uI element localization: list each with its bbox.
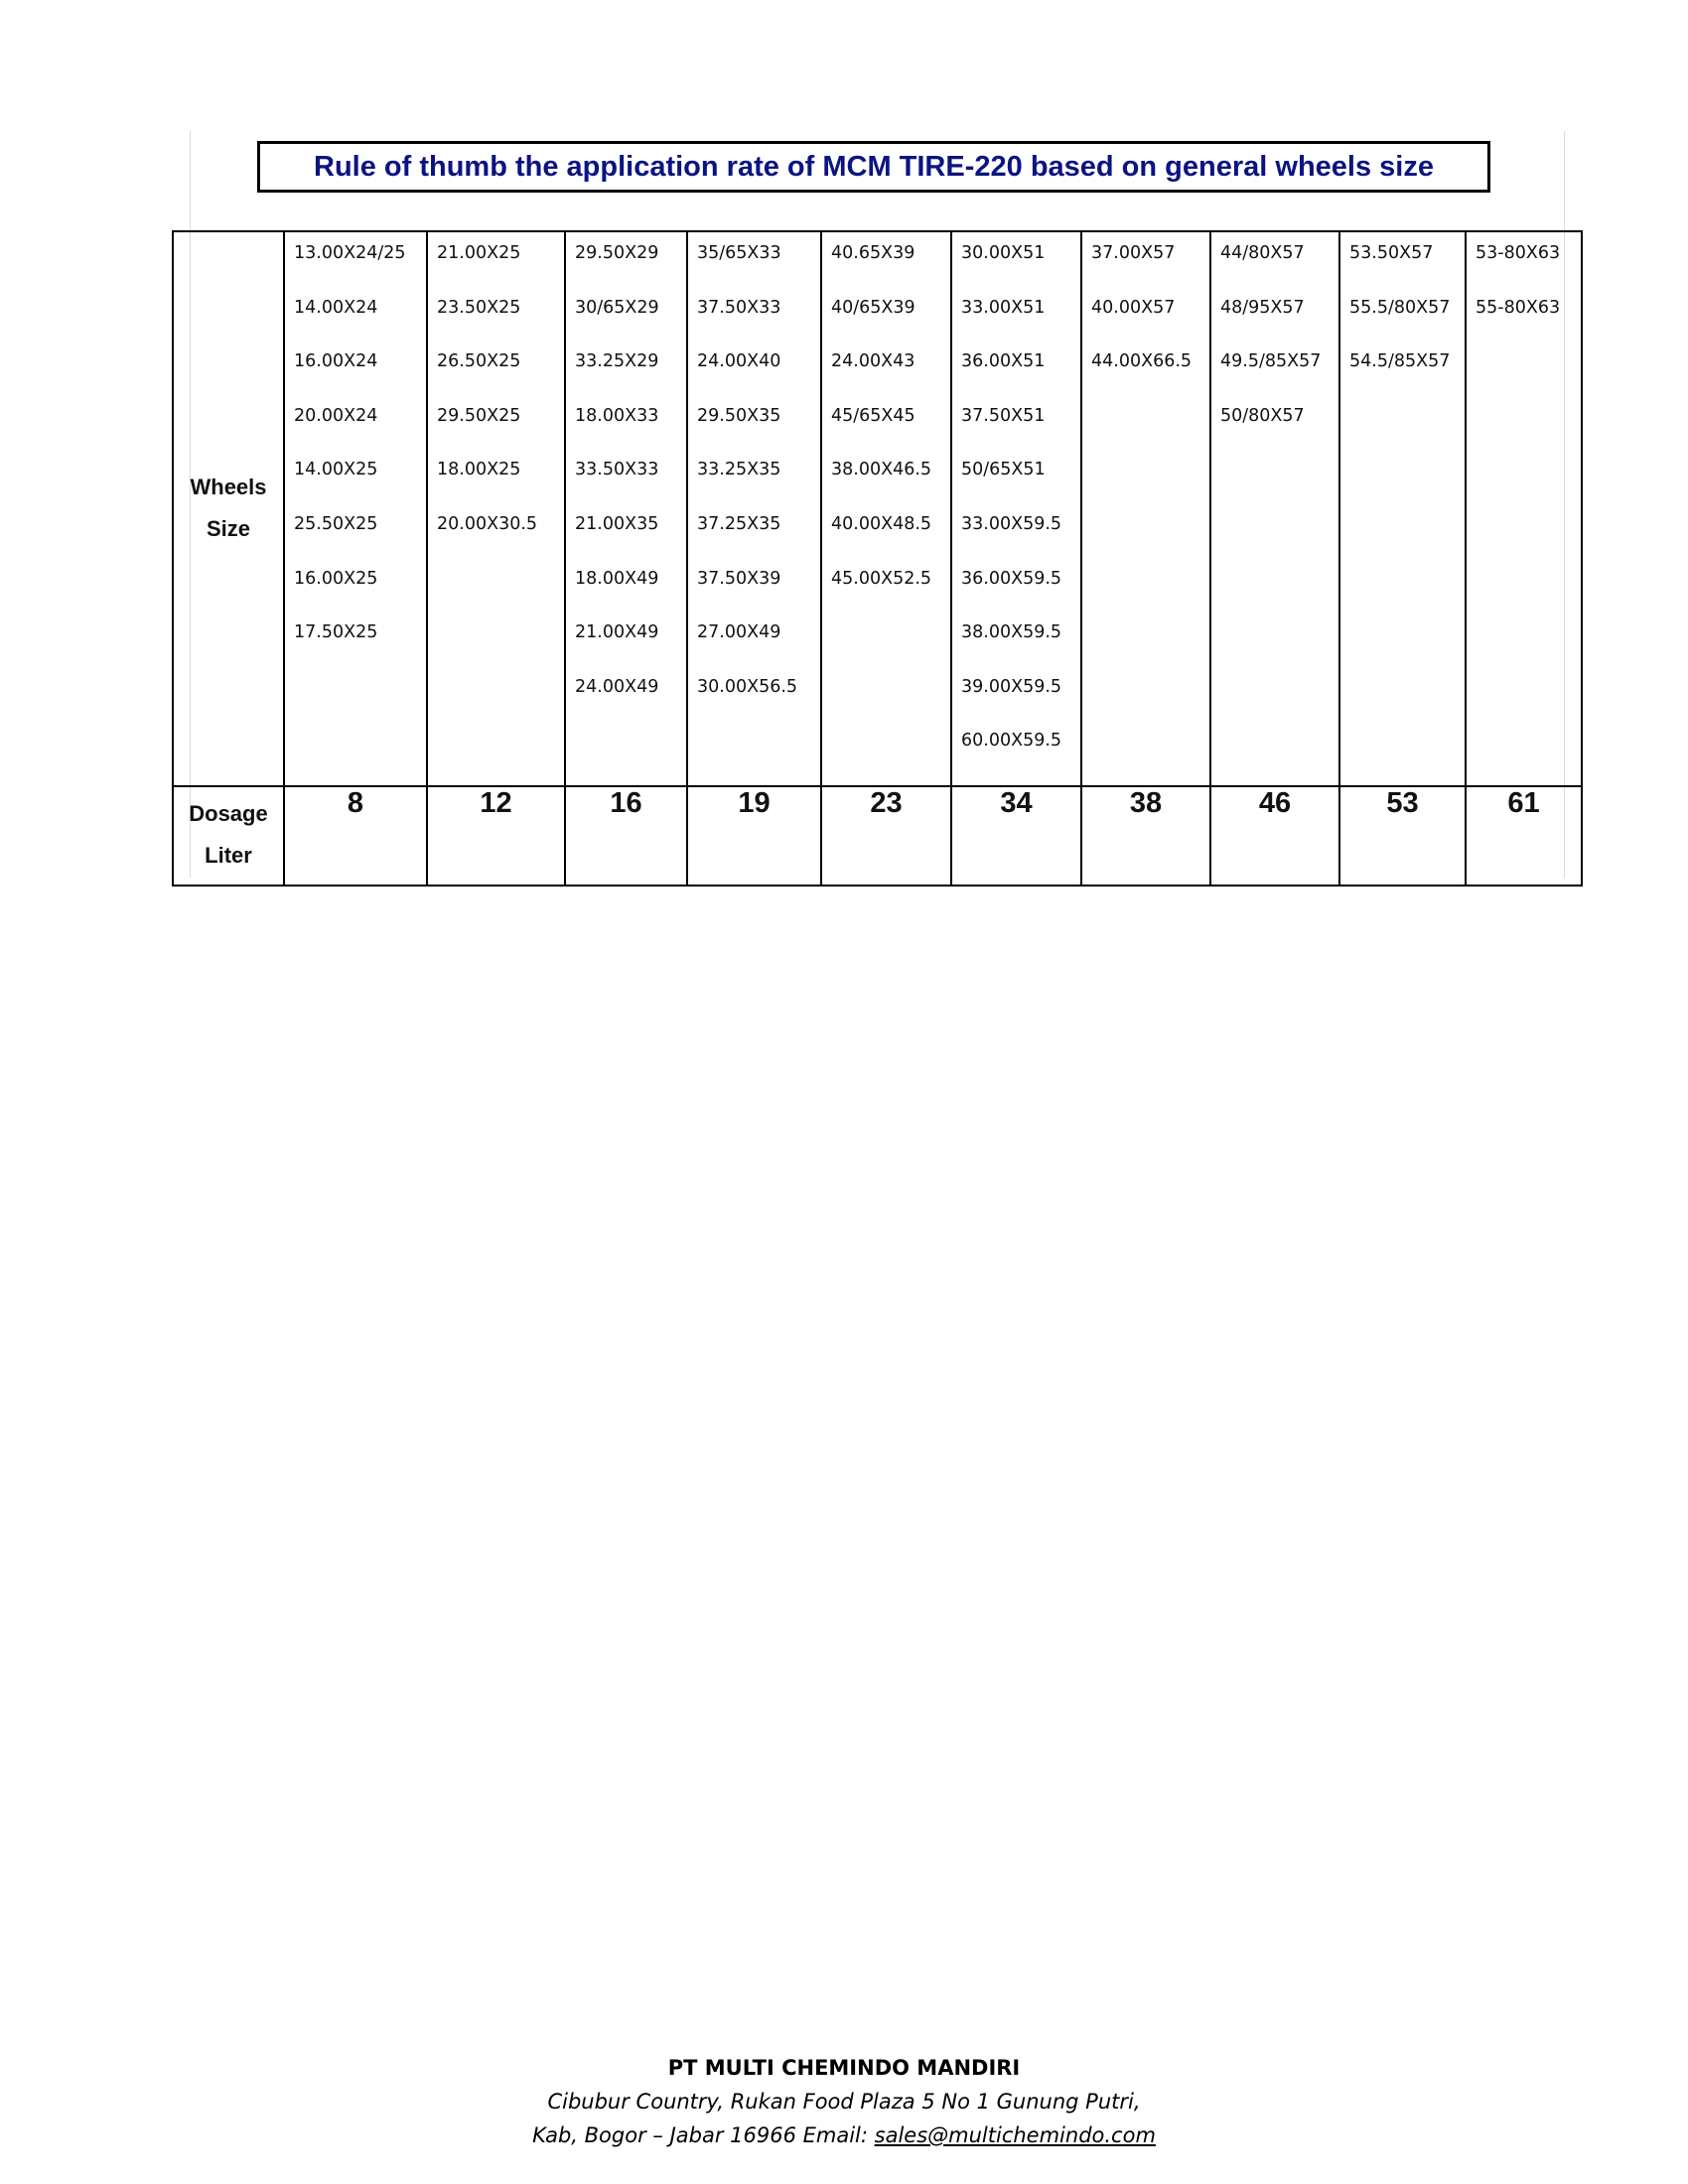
dosage-value: 53	[1339, 786, 1466, 886]
wheel-size-item: 21.00X49	[575, 622, 659, 643]
dosage-value: 61	[1466, 786, 1582, 886]
wheel-size-item: 37.00X57	[1091, 243, 1176, 263]
wheels-size-row	[173, 231, 1582, 786]
dosage-value: 38	[1081, 786, 1210, 886]
dosage-value: 16	[565, 786, 687, 886]
sizes-cell-col-10	[1466, 231, 1582, 786]
wheel-size-item: 37.50X39	[697, 568, 781, 589]
dosage-value: 19	[687, 786, 821, 886]
wheel-size-item: 24.00X43	[831, 351, 915, 372]
sizes-cell-col-8	[1210, 231, 1339, 786]
dosage-value: 46	[1210, 786, 1339, 886]
address-line-2	[0, 2118, 1688, 2152]
wheel-size-item: 24.00X40	[697, 351, 781, 372]
wheel-size-item: 40/65X39	[831, 297, 915, 318]
title-box	[257, 141, 1490, 193]
wheel-size-item: 37.50X33	[697, 297, 781, 318]
sizes-cell-col-4	[687, 231, 821, 786]
wheel-size-item: 33.25X29	[575, 351, 659, 372]
wheel-size-item: 35/65X33	[697, 243, 781, 263]
sizes-cell-col-1	[284, 231, 427, 786]
wheel-size-item: 18.00X49	[575, 568, 659, 589]
wheel-size-item: 50/65X51	[961, 460, 1046, 480]
wheel-size-item: 44/80X57	[1220, 243, 1305, 263]
wheel-size-item: 33.50X33	[575, 460, 659, 480]
wheel-size-item: 16.00X25	[294, 568, 378, 589]
wheel-size-item: 21.00X25	[437, 243, 521, 263]
wheel-size-item: 40.00X48.5	[831, 513, 932, 534]
wheel-size-item: 23.50X25	[437, 297, 521, 318]
wheel-size-item: 40.00X57	[1091, 297, 1176, 318]
wheel-size-item: 60.00X59.5	[961, 731, 1062, 751]
wheel-size-item: 29.50X25	[437, 405, 521, 426]
size-label: Size	[206, 516, 251, 542]
wheel-size-item: 21.00X35	[575, 513, 659, 534]
dosage-row	[173, 786, 1582, 886]
footer	[0, 2051, 1688, 2152]
wheel-size-item: 20.00X30.5	[437, 513, 538, 534]
wheel-size-item: 45/65X45	[831, 405, 915, 426]
wheel-size-item: 40.65X39	[831, 243, 915, 263]
wheel-size-item: 33.00X51	[961, 297, 1046, 318]
sizes-cell-col-2	[427, 231, 565, 786]
wheel-size-item: 38.00X59.5	[961, 622, 1062, 643]
wheel-size-item: 17.50X25	[294, 622, 378, 643]
wheel-size-item: 29.50X29	[575, 243, 659, 263]
wheel-size-item: 48/95X57	[1220, 297, 1305, 318]
wheel-size-item: 30.00X56.5	[697, 676, 798, 697]
wheel-size-item: 54.5/85X57	[1349, 351, 1451, 372]
wheel-size-item: 55.5/80X57	[1349, 297, 1451, 318]
sizes-cell-col-7	[1081, 231, 1210, 786]
wheel-size-item: 30/65X29	[575, 297, 659, 318]
wheel-size-item: 36.00X51	[961, 351, 1046, 372]
wheel-size-item: 39.00X59.5	[961, 676, 1062, 697]
dosage-table	[172, 230, 1583, 887]
wheel-size-item: 53-80X63	[1476, 243, 1561, 263]
wheel-size-item: 13.00X24/25	[294, 243, 406, 263]
wheels-label: Wheels	[190, 475, 267, 500]
wheel-size-item: 55-80X63	[1476, 297, 1561, 318]
sizes-cell-col-3	[565, 231, 687, 786]
wheel-size-item: 49.5/85X57	[1220, 351, 1322, 372]
wheel-size-item: 14.00X25	[294, 460, 378, 480]
liter-label: Liter	[205, 842, 252, 868]
wheel-size-item: 18.00X25	[437, 460, 521, 480]
wheel-size-item: 20.00X24	[294, 405, 378, 426]
sizes-cell-col-9	[1339, 231, 1466, 786]
wheel-size-item: 29.50X35	[697, 405, 781, 426]
wheel-size-item: 37.50X51	[961, 405, 1046, 426]
wheel-size-item: 33.00X59.5	[961, 513, 1062, 534]
email-link[interactable]: sales@multichemindo.com	[874, 2123, 1156, 2147]
company-name: PT MULTI CHEMINDO MANDIRI	[667, 2056, 1021, 2080]
wheel-size-item: 44.00X66.5	[1091, 351, 1193, 372]
wheel-size-item: 33.25X35	[697, 460, 781, 480]
wheel-size-item: 37.25X35	[697, 513, 781, 534]
dosage-value: 12	[427, 786, 565, 886]
address-line-1: Cibubur Country, Rukan Food Plaza 5 No 1 Gunung Putri,	[547, 2090, 1141, 2114]
dosage-value: 23	[821, 786, 951, 886]
dosage-value: 8	[284, 786, 427, 886]
wheel-size-item: 16.00X24	[294, 351, 378, 372]
wheel-size-item: 36.00X59.5	[961, 568, 1062, 589]
wheel-size-item: 30.00X51	[961, 243, 1046, 263]
wheel-size-item: 50/80X57	[1220, 405, 1305, 426]
wheel-size-item: 26.50X25	[437, 351, 521, 372]
sizes-cell-col-6	[951, 231, 1081, 786]
wheel-size-item: 25.50X25	[294, 513, 378, 534]
dosage-label: Dosage	[189, 800, 268, 826]
dosage-liter-label	[173, 786, 284, 886]
wheel-size-item: 24.00X49	[575, 676, 659, 697]
wheel-size-item: 45.00X52.5	[831, 568, 932, 589]
wheel-size-item: 18.00X33	[575, 405, 659, 426]
wheel-size-item: 14.00X24	[294, 297, 378, 318]
sizes-cell-col-5	[821, 231, 951, 786]
dosage-value: 34	[951, 786, 1081, 886]
wheel-size-item: 27.00X49	[697, 622, 781, 643]
address-line-2-text: Kab, Bogor – Jabar 16966 Email:	[532, 2123, 875, 2147]
wheels-size-label	[173, 231, 284, 786]
wheel-size-item: 53.50X57	[1349, 243, 1434, 263]
page-title: Rule of thumb the application rate of MCM TIRE-220 based on general wheels size	[314, 150, 1434, 183]
wheel-size-item: 38.00X46.5	[831, 460, 932, 480]
